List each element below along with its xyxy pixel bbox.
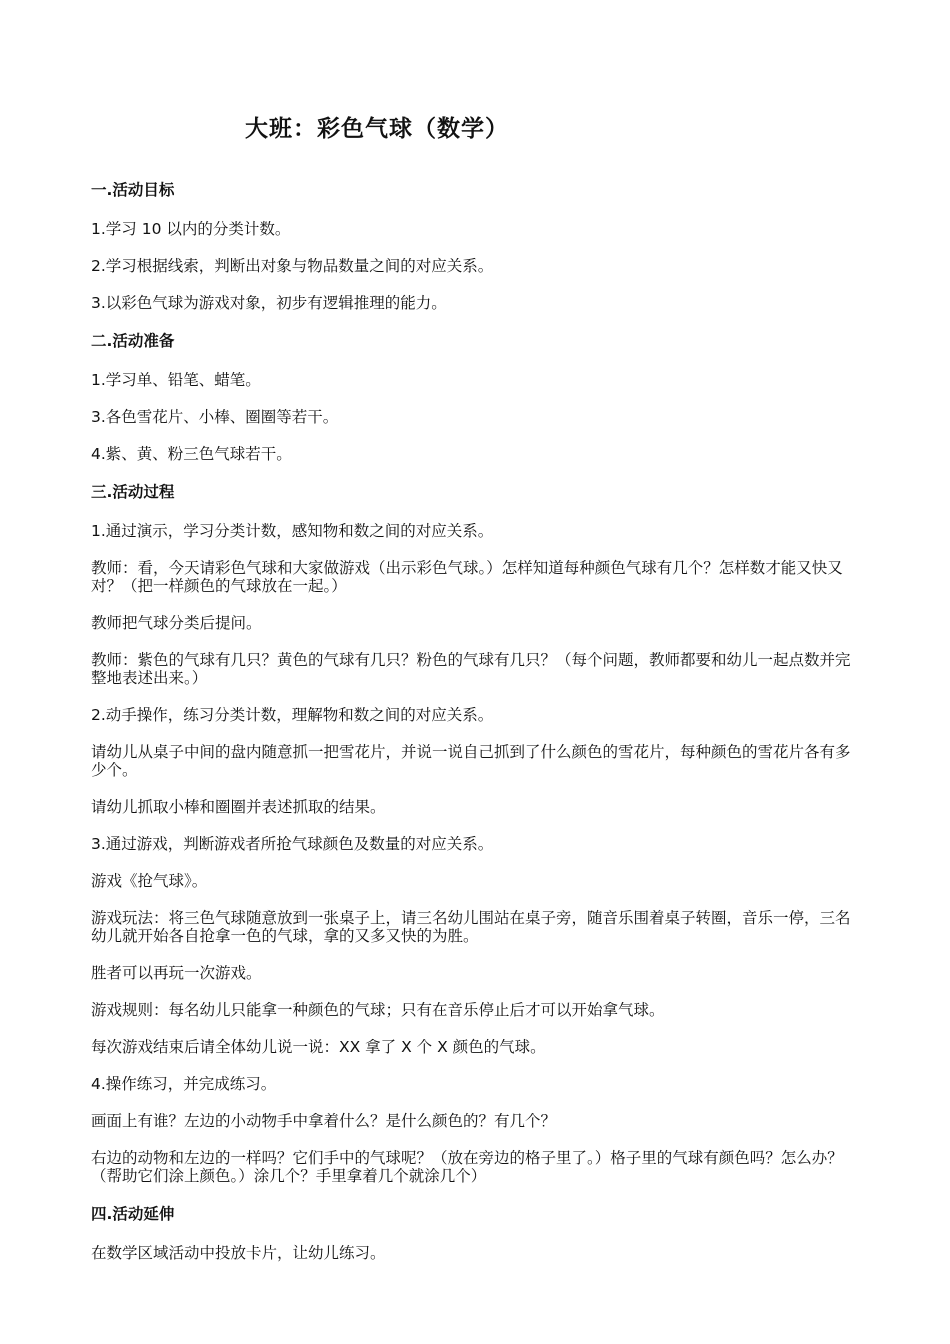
paragraph: 胜者可以再玩一次游戏。 <box>91 964 262 982</box>
paragraph: 2.学习根据线索，判断出对象与物品数量之间的对应关系。 <box>91 257 494 275</box>
document-body <box>91 180 851 1281</box>
paragraph: 右边的动物和左边的一样吗？它们手中的气球呢？（放在旁边的格子里了。）格子里的气球有颜色吗？怎么办？（帮助它们涂上颜色。）涂几个？手里拿着几个就涂几个） <box>91 1149 843 1185</box>
paragraph: 每次游戏结束后请全体幼儿说一说：XX 拿了 X 个 X 颜色的气球。 <box>91 1038 546 1056</box>
paragraph: 3.通过游戏，判断游戏者所抢气球颜色及数量的对应关系。 <box>91 835 494 853</box>
paragraph: 4.操作练习，并完成练习。 <box>91 1075 277 1093</box>
paragraph: 教师：看，今天请彩色气球和大家做游戏（出示彩色气球。）怎样知道每种颜色气球有几个？怎样数才能又快又对？（把一样颜色的气球放在一起。） <box>91 559 843 595</box>
paragraph: 游戏玩法：将三色气球随意放到一张桌子上，请三名幼儿围站在桌子旁，随音乐围着桌子转圈，音乐一停，三名幼儿就开始各自抢拿一色的气球，拿的又多又快的为胜。 <box>91 909 851 945</box>
section-heading-process: 三.活动过程 <box>91 483 175 501</box>
paragraph: 3.各色雪花片、小棒、圈圈等若干。 <box>91 408 339 426</box>
paragraph: 1.学习单、铅笔、蜡笔。 <box>91 371 261 389</box>
paragraph: 1.学习 10 以内的分类计数。 <box>91 220 291 238</box>
paragraph: 1.通过演示，学习分类计数，感知物和数之间的对应关系。 <box>91 522 494 540</box>
paragraph: 教师：紫色的气球有几只？黄色的气球有几只？粉色的气球有几只？（每个问题，教师都要和幼儿一起点数并完整地表述出来。） <box>91 651 851 687</box>
paragraph: 游戏规则：每名幼儿只能拿一种颜色的气球；只有在音乐停止后才可以开始拿气球。 <box>91 1001 665 1019</box>
document-title: 大班：彩色气球（数学） <box>245 116 509 142</box>
section-heading-extension: 四.活动延伸 <box>91 1205 175 1223</box>
paragraph: 教师把气球分类后提问。 <box>91 614 262 632</box>
paragraph: 2.动手操作，练习分类计数，理解物和数之间的对应关系。 <box>91 706 494 724</box>
section-heading-goals: 一.活动目标 <box>91 181 175 199</box>
paragraph: 游戏《抢气球》。 <box>91 872 208 890</box>
paragraph: 请幼儿从桌子中间的盘内随意抓一把雪花片，并说一说自己抓到了什么颜色的雪花片，每种颜色的雪花片各有多少个。 <box>91 743 851 779</box>
paragraph: 画面上有谁？左边的小动物手中拿着什么？是什么颜色的？有几个？ <box>91 1112 557 1130</box>
paragraph: 4.紫、黄、粉三色气球若干。 <box>91 445 292 463</box>
paragraph: 请幼儿抓取小棒和圈圈并表述抓取的结果。 <box>91 798 386 816</box>
paragraph: 3.以彩色气球为游戏对象，初步有逻辑推理的能力。 <box>91 294 447 312</box>
section-heading-preparation: 二.活动准备 <box>91 332 175 350</box>
paragraph: 在数学区域活动中投放卡片，让幼儿练习。 <box>91 1244 386 1262</box>
